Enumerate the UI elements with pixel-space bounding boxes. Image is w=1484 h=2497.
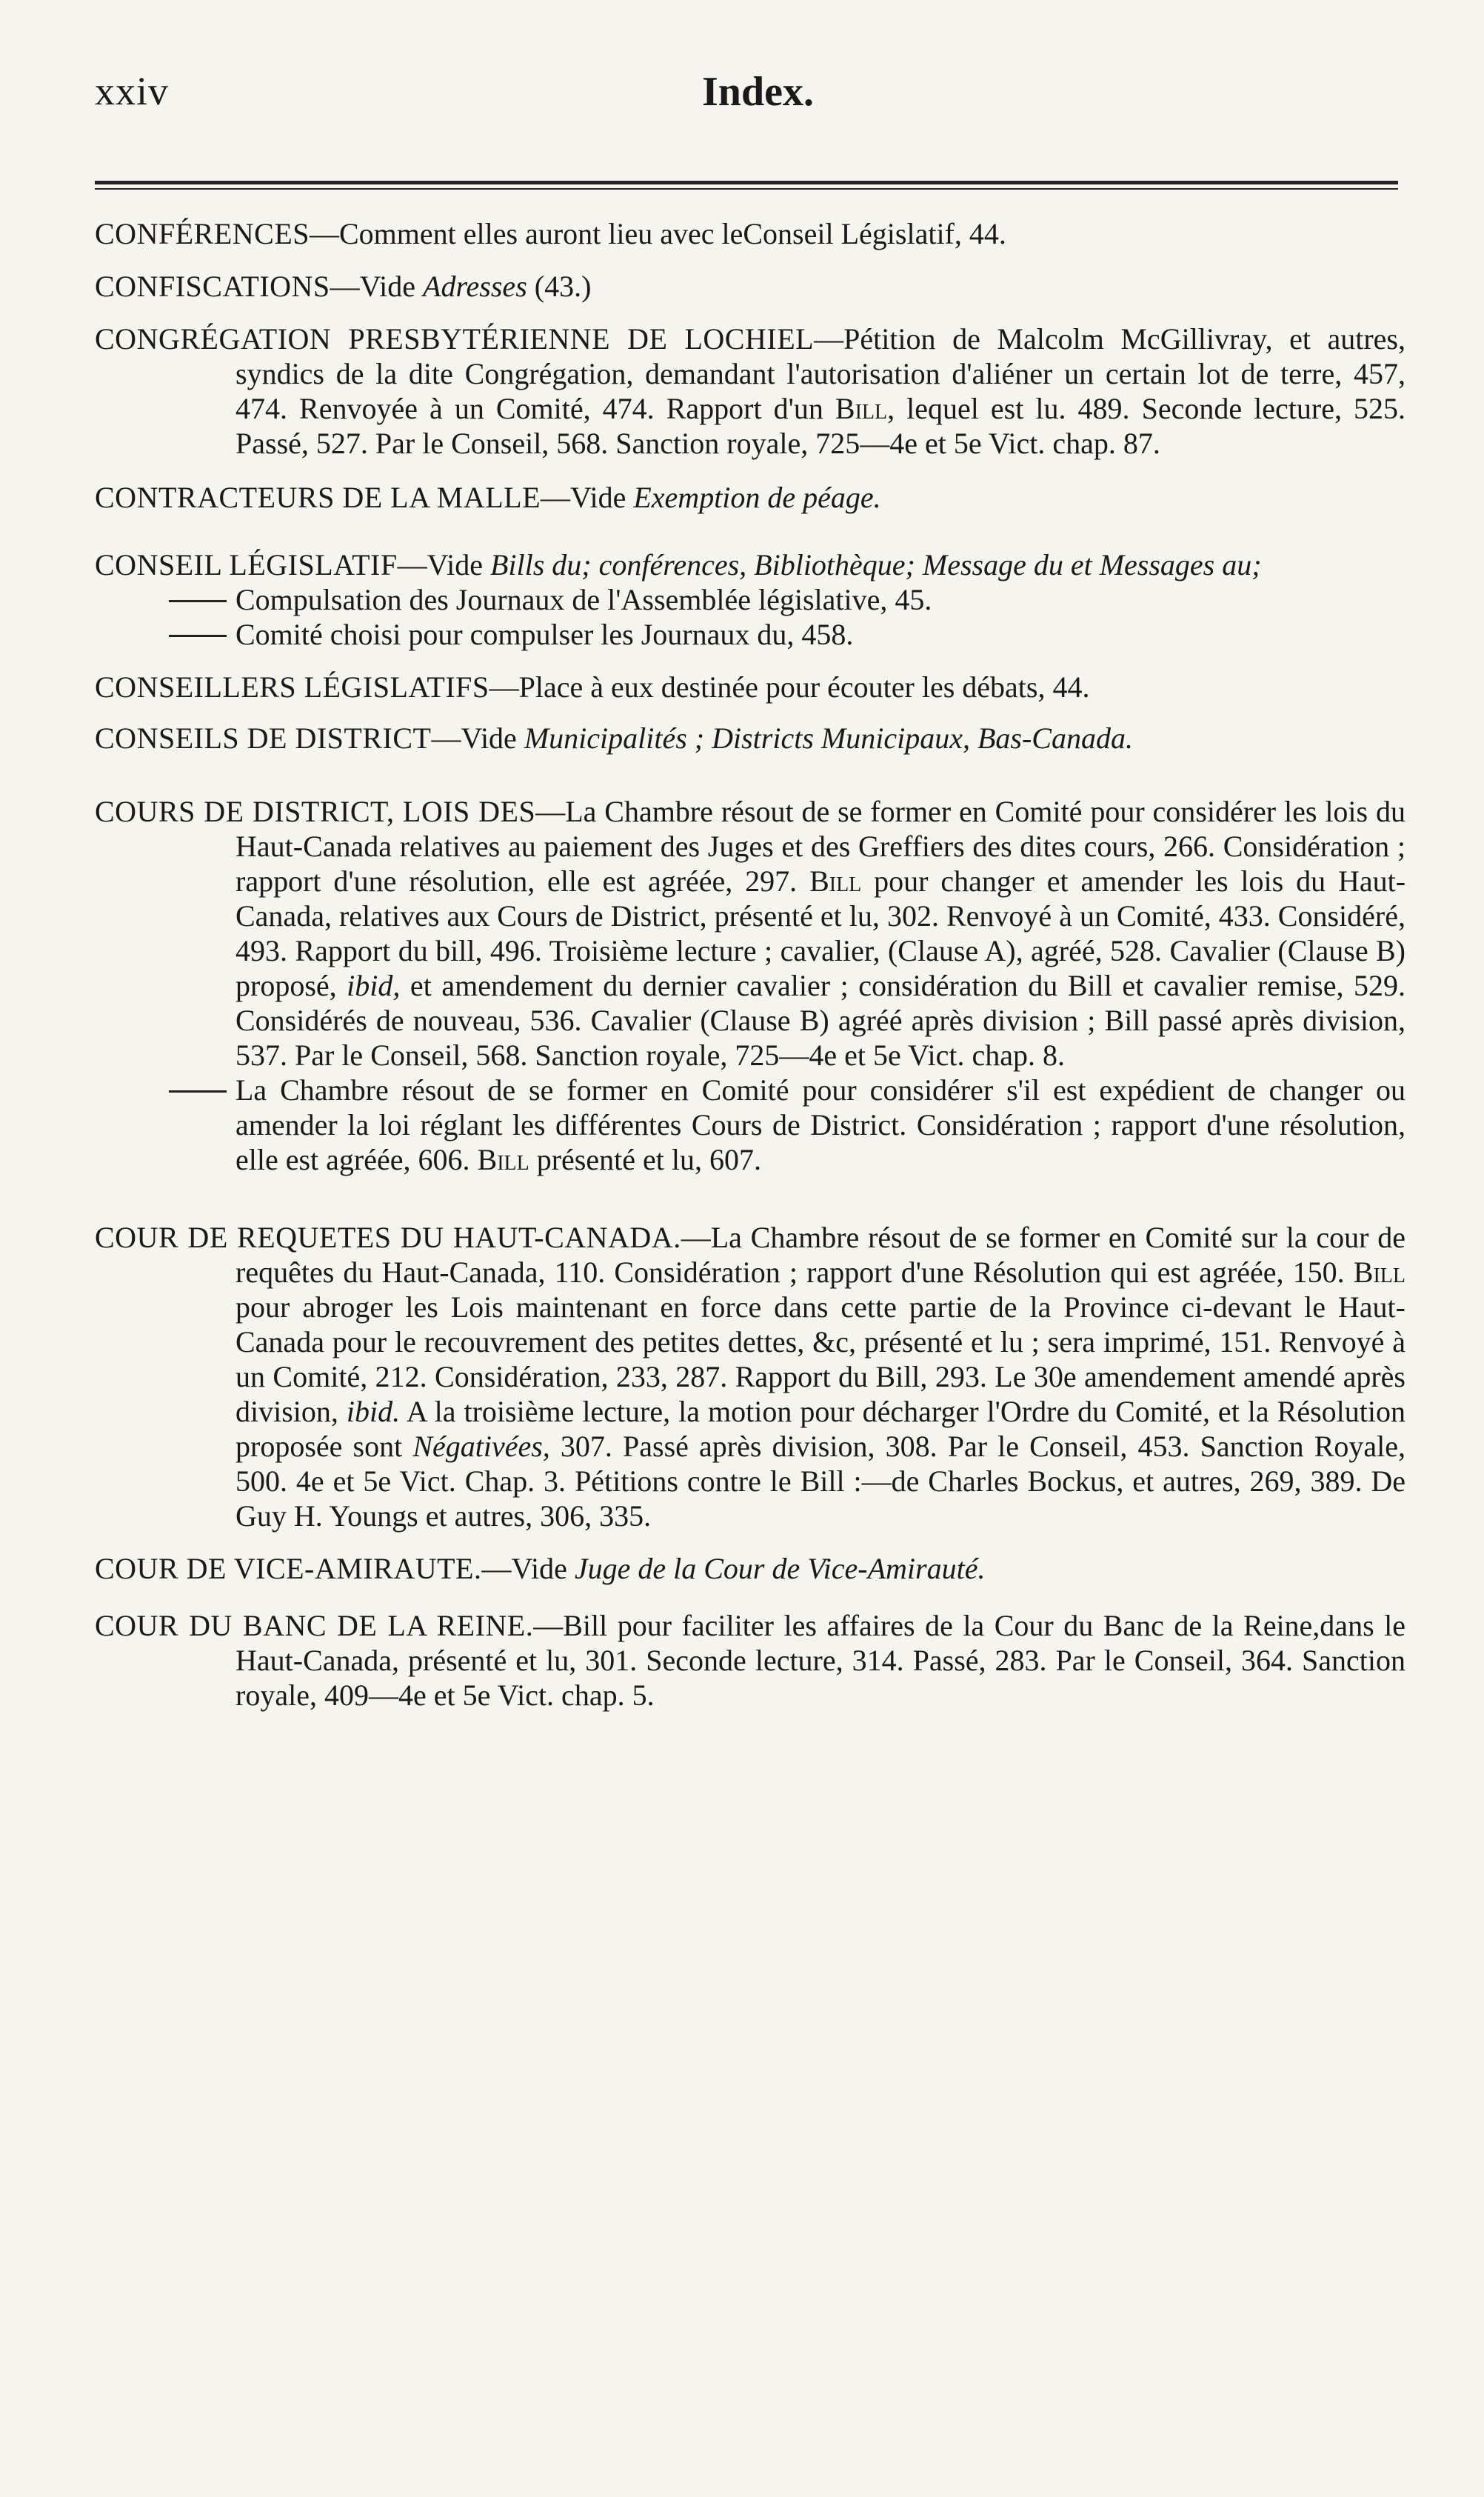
subentry-text: présenté et lu, 607. xyxy=(529,1143,761,1176)
entry-crossref: Juge de la Cour de Vice-Amirauté. xyxy=(574,1552,986,1585)
index-entry-conseil-legislatif xyxy=(95,547,1406,582)
entry-crossref: Exemption de péage. xyxy=(633,481,881,514)
entry-heading: CONSEILLERS LÉGISLATIFS xyxy=(95,670,489,704)
entry-heading: CONFÉRENCES xyxy=(95,217,310,250)
entry-smallcaps: Bill xyxy=(835,392,888,425)
entry-body: pour abroger les Lois maintenant en force dans cette partie de la Province ci-devant le Haut-Canada pour le recouvrement des petites dettes, &c, présenté et lu ; sera imprimé, 151. Renvoyé à un Comité, 212. Considération, 233, 287. Rapport du Bill, 293. Le 30e amendement amendé après division, xyxy=(235,1290,1406,1428)
entry-heading: CONTRACTEURS DE LA MALLE xyxy=(95,481,541,514)
index-entry-cour-banc-reine xyxy=(95,1608,1406,1713)
entry-body: , lequel est lu. 489. Seconde lecture, 525. Passé, 527. Par le Conseil, 568. Sanction royale, 725—4e et 5e Vict. chap. 87. xyxy=(235,392,1406,460)
entry-heading: CONSEILS DE DISTRICT xyxy=(95,721,432,755)
index-subentry xyxy=(95,617,1406,652)
entry-body: et amendement du dernier cavalier ; considération du Bill et cavalier remise, 529. Considérés de nouveau, 536. Cavalier (Clause B) agréé après division ; Bill passé après division, 537. Par le Conseil, 568. Sanction royale, 725—4e et 5e Vict. chap. 8. xyxy=(235,969,1406,1072)
entry-body: —La Chambre résout de se former en Comité pour considérer les lois du Haut-Canada relatives au paiement des Juges et des Greffiers des dites cours, 266. Considération ; rapport d'une résolution, elle est agréée, 297. xyxy=(235,795,1406,898)
entry-crossref: Bills du; conférences, Bibliothèque; Message du et Messages au; xyxy=(489,548,1262,581)
entry-body: —Vide xyxy=(431,721,524,755)
subentry-text: La Chambre résout de se former en Comité pour considérer s'il est expédient de changer ou amender la loi réglant les différentes Cours de District. Considération ; rapport d'une résolution, elle est agréée, 606. xyxy=(235,1073,1406,1176)
entry-body: A la troisième lecture, la motion pour décharger l'Ordre du Comité, et la Résolution proposée sont xyxy=(235,1395,1406,1463)
subentry-text: Compulsation des Journaux de l'Assemblée législative, 45. xyxy=(235,583,932,616)
entry-smallcaps: Bill xyxy=(477,1143,529,1176)
entry-heading: COUR DU BANC DE LA REINE. xyxy=(95,1609,534,1642)
entry-smallcaps: Bill xyxy=(809,864,862,898)
entry-body: —Bill pour faciliter les affaires de la Cour du Banc de la Reine,dans le Haut-Canada, présenté et lu, 301. Seconde lecture, 314. Passé, 283. Par le Conseil, 364. Sanction royale, 409—4e et 5e Vict. chap. 5. xyxy=(235,1609,1406,1712)
entry-heading: COUR DE REQUETES DU HAUT-CANADA. xyxy=(95,1221,681,1254)
subentry-text: Comité choisi pour compulser les Journaux du, 458. xyxy=(235,618,854,651)
running-head xyxy=(95,68,1398,127)
entry-heading: CONFISCATIONS xyxy=(95,270,330,303)
header-rule-thin xyxy=(95,188,1398,190)
entry-body: —Place à eux destinée pour écouter les débats, 44. xyxy=(489,670,1090,704)
entry-body: —Comment elles auront lieu avec leConseil Législatif, 44. xyxy=(310,217,1006,250)
entry-heading: CONSEIL LÉGISLATIF xyxy=(95,548,398,581)
index-entry-contracteurs-malle xyxy=(95,480,1406,515)
index-entry-conseils-district xyxy=(95,721,1406,756)
index-subentry xyxy=(95,582,1406,617)
entry-crossref: Municipalités ; Districts Municipaux, Bas-Canada. xyxy=(524,721,1133,755)
index-entry-conferences xyxy=(95,216,1406,251)
index-entry-congregation-lochiel xyxy=(95,321,1406,461)
entry-body: —Vide xyxy=(541,481,634,514)
entry-smallcaps: Bill xyxy=(1353,1256,1406,1289)
entry-italic: ibid. xyxy=(346,1395,401,1428)
index-entry-cours-district xyxy=(95,794,1406,1073)
index-entry-cour-requetes xyxy=(95,1220,1406,1533)
entry-body: —Vide xyxy=(481,1552,575,1585)
entry-heading: COURS DE DISTRICT, LOIS DES xyxy=(95,795,536,828)
entry-body: pour changer et amender les lois du Haut-Canada, relatives aux Cours de District, présenté et lu, 302. Renvoyé à un Comité, 433. Considéré, 493. Rapport du bill, 496. Troisième lecture ; cavalier, (Clause A), agréé, 528. Cavalier (Clause B) proposé, xyxy=(235,864,1406,1002)
page-number: xxiv xyxy=(95,69,170,113)
entry-body: 307. Passé après division, 308. Par le Conseil, 453. Sanction Royale, 500. 4e et 5e Vict. Chap. 3. Pétitions contre le Bill :—de Charles Bockus, et autres, 269, 389. De Guy H. Youngs et autres, 306, 335. xyxy=(235,1430,1406,1533)
index-entries xyxy=(95,216,1406,1713)
index-entry-conseillers-legislatifs xyxy=(95,670,1406,704)
index-entry-cour-vice-amiraute xyxy=(95,1551,1406,1586)
entry-body: —La Chambre résout de se former en Comité sur la cour de requêtes du Haut-Canada, 110. Considération ; rapport d'une Résolution qui est agréée, 150. xyxy=(235,1221,1406,1289)
entry-body: (43.) xyxy=(527,270,592,303)
entry-body: —Pétition de Malcolm McGillivray, et autres, syndics de la dite Congrégation, demandant l'autorisation d'aliéner un certain lot de terre, 457, 474. Renvoyée à un Comité, 474. Rapport d'un xyxy=(235,322,1406,425)
entry-heading: CONGRÉGATION PRESBYTÉRIENNE DE LOCHIEL xyxy=(95,322,815,356)
header-rule-thick xyxy=(95,181,1398,184)
entry-heading: COUR DE VICE-AMIRAUTE. xyxy=(95,1552,482,1585)
index-subentry xyxy=(95,1073,1406,1177)
entry-body: —Vide xyxy=(397,548,490,581)
entry-crossref: Adresses xyxy=(423,270,527,303)
entry-italic: ibid, xyxy=(347,969,401,1002)
entry-body: —Vide xyxy=(330,270,424,303)
index-entry-confiscations xyxy=(95,269,1406,304)
page-title: Index. xyxy=(702,69,814,115)
entry-italic: Négativées, xyxy=(412,1430,550,1463)
